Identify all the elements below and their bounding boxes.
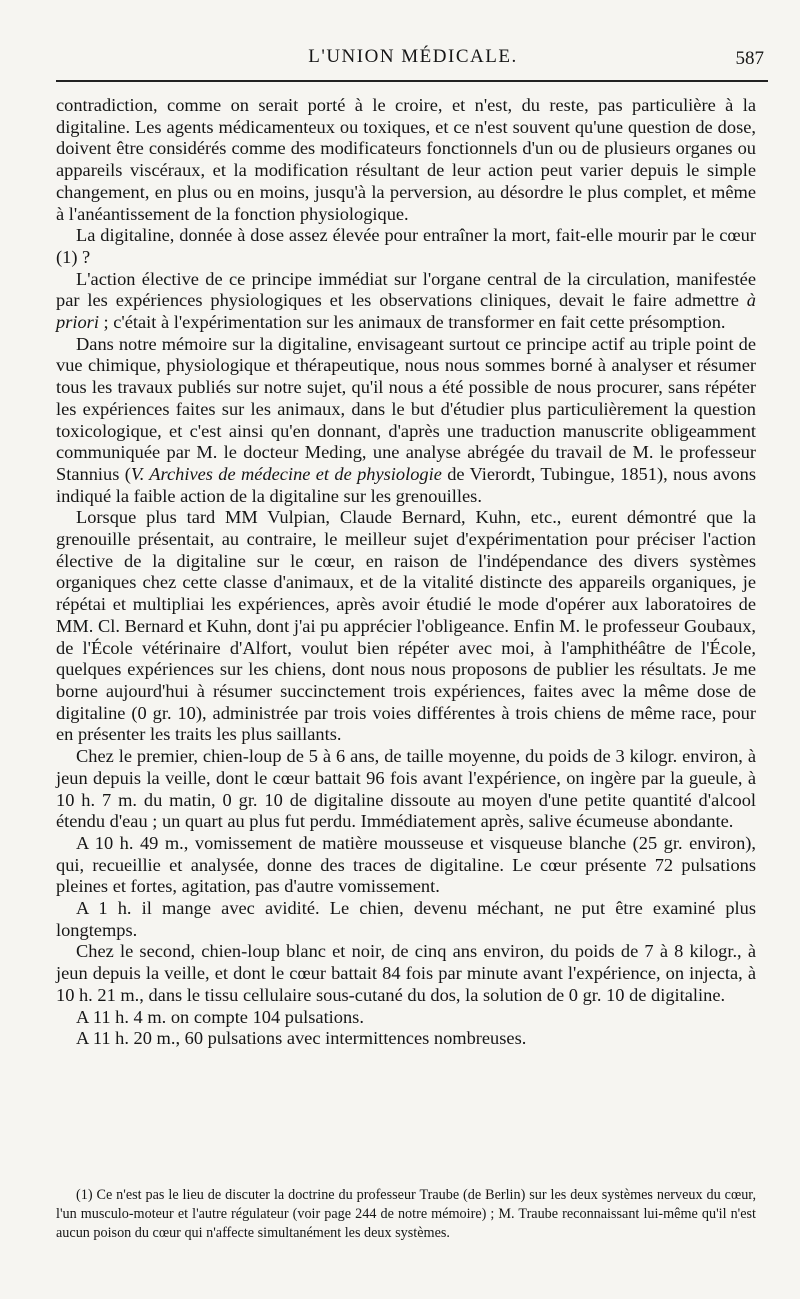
paragraph-3-part-1: L'action élective de ce principe immédiat sur l'organe central de la circulation, manifestée par les expériences physiologiques et les observations cliniques, devait le faire admettre bbox=[56, 268, 756, 311]
paragraph-4-part-1: Dans notre mémoire sur la digitaline, envisageant surtout ce principe actif au triple point de vue chimique, physiologique et thérapeutique, nous nous sommes borné à analyser et résumer tous les travaux publiés sur notre sujet, qu'il nous a été possible de nous procurer, sans répéter les expériences faites sur les animaux, dans le but d'étudier plus particulièrement la question toxicologique, et c'est ainsi qu'en donnant, d'après une traduction manuscrite obligeamment communiquée par M. le docteur Meding, une analyse abrégée du travail de M. le professeur Stannius ( bbox=[56, 333, 756, 484]
paragraph-3-italic: à priori bbox=[56, 290, 756, 333]
paragraph-2: La digitaline, donnée à dose assez élevée pour entraîner la mort, fait-elle mourir par le cœur (1) ? bbox=[56, 225, 756, 267]
journal-title: L'UNION MÉDICALE. bbox=[308, 46, 518, 67]
paragraph-7: A 10 h. 49 m., vomissement de matière mousseuse et visqueuse blanche (25 gr. environ), qui, recueillie et analysée, donne des traces de digitaline. Le cœur présente 72 pulsations pleines et fortes, agitation, pas d'autre vomissement. bbox=[56, 832, 756, 897]
footnote-1: (1) Ce n'est pas le lieu de discuter la doctrine du professeur Traube (de Berlin) sur les deux systèmes nerveux du cœur, l'un musculo-moteur et l'autre régulateur (voir page 244 de notre mémoire) ; M. Traube reconnaissant lui-même qu'il n'est aucun poison du cœur qui n'affecte simultanément les deux systèmes. bbox=[56, 1187, 756, 1241]
paragraph-10: A 11 h. 4 m. on compte 104 pulsations. bbox=[76, 1006, 364, 1027]
paragraph-4-citation: V. Archives de médecine et de physiologie bbox=[130, 463, 442, 484]
paragraph-8: A 1 h. il mange avec avidité. Le chien, devenu méchant, ne put être examiné plus longtemps. bbox=[56, 898, 756, 940]
paragraph-1: contradiction, comme on serait porté à le croire, et n'est, du reste, pas particulière à la digitaline. Les agents médicamenteux ou toxiques, et ce n'est souvent qu'une question de dose, doivent être considérés comme des modificateurs fonctionnels d'un ou de plusieurs organes ou appareils viscéraux, et la modification résultant de leur action peut varier depuis le simple changement, en plus ou en moins, jusqu'à la perversion, au désordre le plus complet, et même à l'anéantissement de la fonction physiologique. bbox=[56, 95, 756, 224]
paragraph-3-part-2: ; c'était à l'expérimentation sur les animaux de transformer en fait cette présomption. bbox=[98, 312, 726, 333]
paragraph-4-part-2: de Vierordt, Tubingue, 1851), nous avons indiqué la faible action de la digitaline sur les grenouilles. bbox=[56, 463, 756, 506]
paragraph-9: Chez le second, chien-loup blanc et noir, de cinq ans environ, du poids de 7 à 8 kilogr., à jeun depuis la veille, et dont le cœur battait 84 fois par minute avant l'expérience, on injecta, à 10 h. 21 m., dans le tissu cellulaire sous-cutané du dos, la solution de 0 gr. 10 de digitaline. bbox=[56, 941, 756, 1005]
article-body bbox=[56, 95, 756, 1050]
page-number: 587 bbox=[735, 48, 764, 69]
paragraph-4 bbox=[56, 334, 756, 508]
paragraph-6: Chez le premier, chien-loup de 5 à 6 ans, de taille moyenne, du poids de 3 kilogr. environ, à jeun depuis la veille, dont le cœur battait 96 fois avant l'expérience, on ingère par la gueule, à 10 h. 7 m. du matin, 0 gr. 10 de digitaline dissoute au moyen d'une petite quantité d'alcool étendu d'eau ; un quart au plus fut perdu. Immédiatement après, salive écumeuse abondante. bbox=[56, 746, 756, 832]
paragraph-11: A 11 h. 20 m., 60 pulsations avec intermittences nombreuses. bbox=[76, 1028, 527, 1049]
paragraph-5: Lorsque plus tard MM Vulpian, Claude Bernard, Kuhn, etc., eurent démontré que la grenouille présentait, au contraire, le meilleur sujet d'expérimentation pour préciser l'action élective de la digitaline sur le cœur, en raison de l'indépendance des divers systèmes organiques chez cette classe d'animaux, et de la vitalité distincte des appareils organiques, je répétai et multipliai les expériences, après avoir étudié le mode d'opérer aux laboratoires de MM. Cl. Bernard et Kuhn, dont j'ai pu apprécier l'obligeance. Enfin M. le professeur Goubaux, de l'École vétérinaire d'Alfort, voulut bien répéter avec moi, à l'amphithéâtre de l'École, quelques expériences sur les chiens, dont nous nous proposons de publier les résultats. Je me borne aujourd'hui à résumer succinctement trois expériences, faites avec la même dose de digitaline (0 gr. 10), administrée par trois voies différentes à trois chiens de même race, pour en présenter les traits les plus saillants. bbox=[56, 507, 756, 745]
footnotes bbox=[56, 1186, 756, 1243]
paragraph-3 bbox=[56, 269, 756, 334]
header-rule bbox=[56, 80, 768, 82]
running-header bbox=[56, 46, 770, 76]
